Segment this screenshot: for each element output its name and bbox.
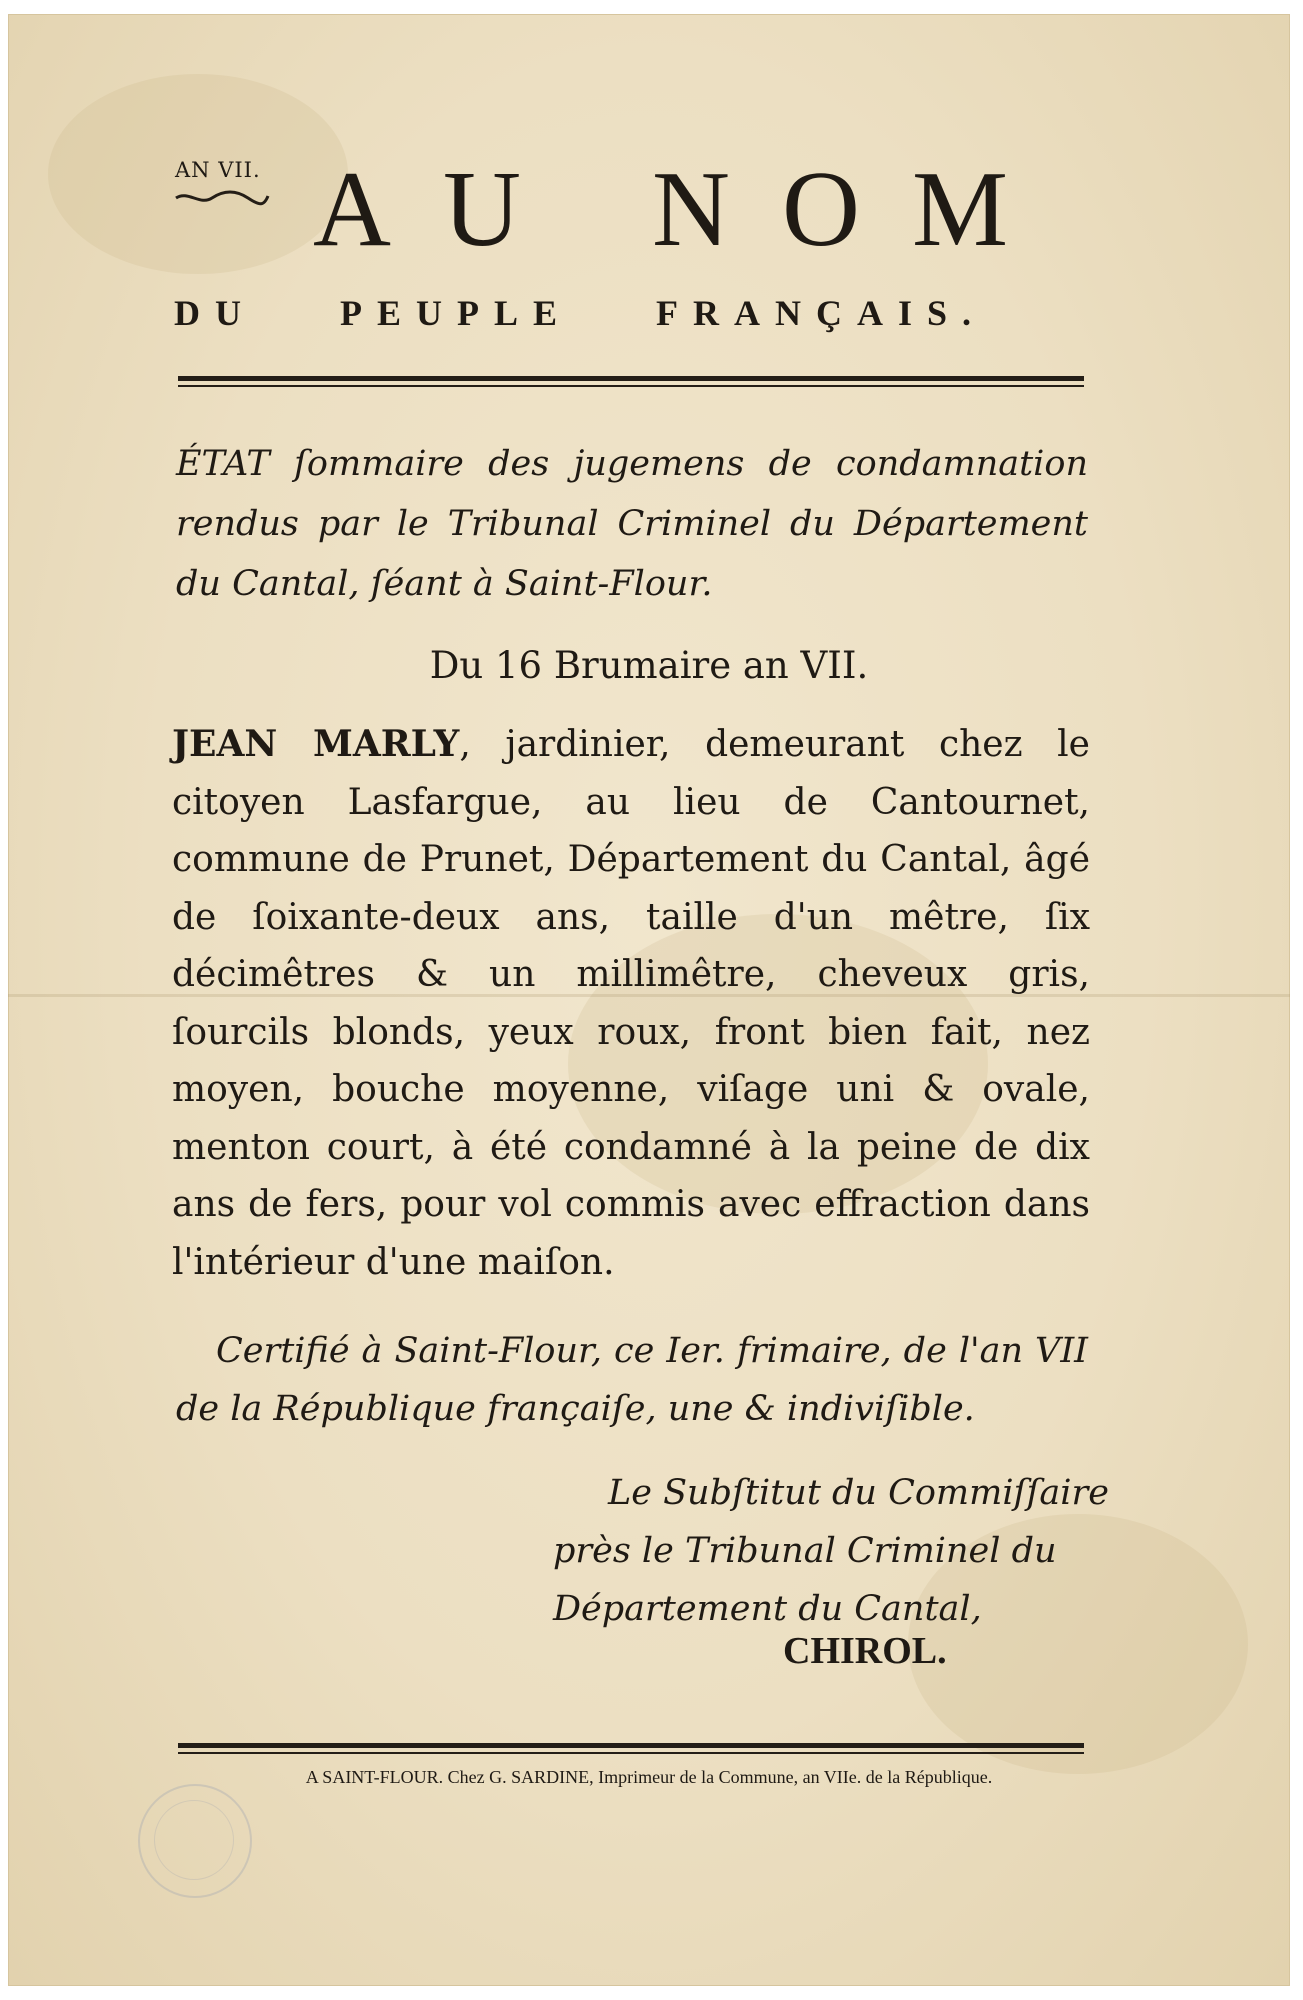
- signature-line: Département du Cantal,: [553, 1589, 982, 1629]
- divider-rule: [178, 376, 1084, 381]
- flourish-ornament: [174, 188, 270, 208]
- page-subtitle: DU PEUPLE FRANÇAIS.: [174, 293, 987, 333]
- archive-stamp-inner: [154, 1800, 234, 1880]
- year-tag: AN VII.: [175, 158, 261, 182]
- divider-rule: [178, 385, 1084, 387]
- judgement-text: , jardinier, demeurant chez le citoyen Lasfargue, au lieu de Cantournet, commune de Prunet, Département du Cantal, âgé de ſoixante-deux ans, taille d'un mêtre, ſix décimêtres & un millimêtre, cheveux gris, ſourcils blonds, yeux roux, front bien fait, nez moyen, bouche moyenne, viſage uni & ovale, menton court, à été condamné à la peine de dix ans de fers, pour vol commis avec effraction dans l'intérieur d'une maiſon.: [172, 724, 1090, 1283]
- divider-rule: [178, 1752, 1084, 1754]
- defendant-name: JEAN MARLY: [172, 723, 460, 765]
- summary-paragraph: ÉTAT ſommaire des jugemens de condamnation rendus par le Tribunal Criminel du Département du Cantal, ſéant à Saint-Flour.: [176, 444, 1088, 604]
- judgement-date: Du 16 Brumaire an VII.: [429, 644, 869, 687]
- certification-paragraph: Certifié à Saint-Flour, ce Ier. frimaire, de l'an VII de la République françaiſe, une & indiviſible.: [176, 1331, 1088, 1429]
- signer-name: CHIROL.: [783, 1630, 947, 1672]
- judgement-paragraph: [172, 716, 1090, 1291]
- page-title: AU NOM: [313, 150, 1061, 269]
- signature-block: [553, 1464, 1109, 1638]
- divider-rule: [178, 1743, 1084, 1748]
- signature-line: près le Tribunal Criminel du: [553, 1531, 1057, 1571]
- printer-imprint: A SAINT-FLOUR. Chez G. SARDINE, Imprimeur de la Commune, an VIIe. de la République.: [305, 1767, 993, 1787]
- archive-stamp: [138, 1784, 252, 1898]
- signature-line: Le Subſtitut du Commiſſaire: [608, 1473, 1109, 1513]
- document-sheet: [8, 14, 1290, 1986]
